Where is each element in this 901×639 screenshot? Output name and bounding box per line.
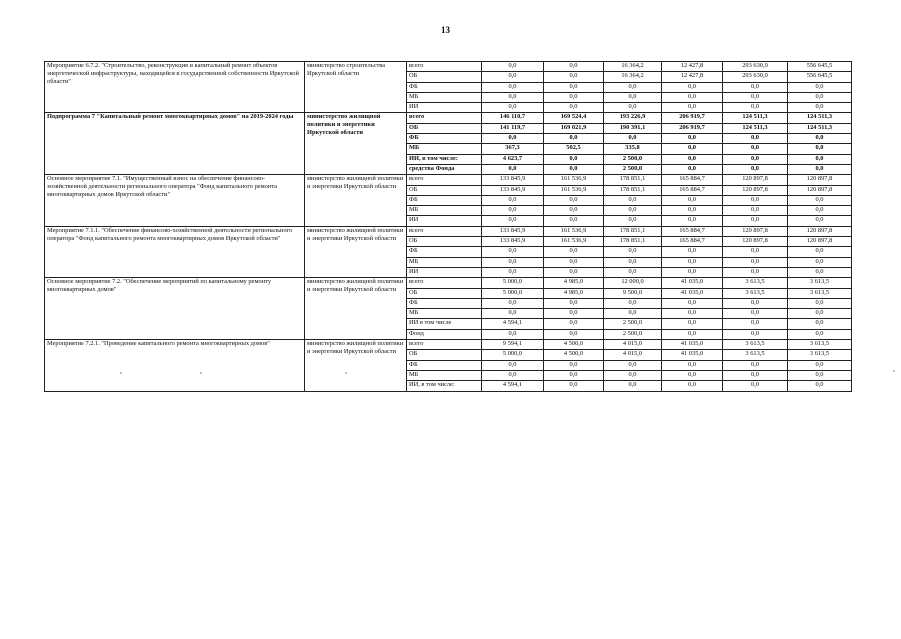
amount-cell: 161 536,9 <box>544 226 604 236</box>
amount-cell: 0,0 <box>482 216 544 226</box>
amount-cell: 2 500,0 <box>604 319 662 329</box>
funding-source: ИИ в том числе <box>407 319 482 329</box>
amount-cell: 206 919,7 <box>662 123 723 133</box>
amount-cell: 5 000,0 <box>482 350 544 360</box>
amount-cell: 0,0 <box>723 103 788 113</box>
amount-cell: 0,0 <box>544 298 604 308</box>
amount-cell: 0,0 <box>604 381 662 391</box>
amount-cell: 556 645,5 <box>788 62 852 72</box>
amount-cell: 0,0 <box>788 144 852 154</box>
funding-source: средства Фонда <box>407 164 482 174</box>
amount-cell: 0,0 <box>788 381 852 391</box>
amount-cell: 0,0 <box>544 370 604 380</box>
amount-cell: 0,0 <box>544 360 604 370</box>
amount-cell: 0,0 <box>604 247 662 257</box>
amount-cell: 146 110,7 <box>482 113 544 123</box>
amount-cell: 0,0 <box>482 309 544 319</box>
amount-cell: 0,0 <box>723 257 788 267</box>
amount-cell: 169 021,9 <box>544 123 604 133</box>
amount-cell: 3 613,5 <box>788 278 852 288</box>
amount-cell: 0,0 <box>788 309 852 319</box>
funding-source: МБ <box>407 144 482 154</box>
funding-source: ФБ <box>407 82 482 92</box>
activity-name: Основное мероприятие 7.2. "Обеспечение мероприятий по капитальному ремонту многоквартирных домов" <box>45 278 305 340</box>
amount-cell: 0,0 <box>662 309 723 319</box>
activity-name: Мероприятие 7.2.1. "Проведение капитального ремонта многоквартирных домов" <box>45 340 305 391</box>
amount-cell: 165 884,7 <box>662 185 723 195</box>
amount-cell: 133 845,9 <box>482 237 544 247</box>
amount-cell: 0,0 <box>788 103 852 113</box>
amount-cell: 0,0 <box>544 62 604 72</box>
amount-cell: 0,0 <box>662 134 723 144</box>
amount-cell: 0,0 <box>482 164 544 174</box>
amount-cell: 0,0 <box>723 195 788 205</box>
amount-cell: 0,0 <box>788 134 852 144</box>
funding-source: всего <box>407 278 482 288</box>
amount-cell: 0,0 <box>482 62 544 72</box>
amount-cell: 3 613,5 <box>788 350 852 360</box>
amount-cell: 165 884,7 <box>662 175 723 185</box>
amount-cell: 4 985,0 <box>544 278 604 288</box>
funding-source: ИИ <box>407 216 482 226</box>
amount-cell: 41 035,0 <box>662 350 723 360</box>
amount-cell: 0,0 <box>482 206 544 216</box>
amount-cell: 0,0 <box>788 247 852 257</box>
amount-cell: 120 897,8 <box>788 226 852 236</box>
amount-cell: 16 364,2 <box>604 72 662 82</box>
amount-cell: 2 500,0 <box>604 329 662 339</box>
activity-name: Основное мероприятие 7.1. "Имущественный взнос на обеспечение финансово-хозяйственной деятельности регионального оператора "Фонд капитального ремонта многоквартирных домов Иркутской области" <box>45 175 305 226</box>
amount-cell: 12 000,0 <box>604 278 662 288</box>
amount-cell: 178 851,1 <box>604 185 662 195</box>
amount-cell: 0,0 <box>662 144 723 154</box>
amount-cell: 0,0 <box>662 381 723 391</box>
amount-cell: 0,0 <box>723 206 788 216</box>
amount-cell: 0,0 <box>544 319 604 329</box>
funding-source: всего <box>407 113 482 123</box>
amount-cell: 0,0 <box>482 134 544 144</box>
amount-cell: 120 897,8 <box>723 175 788 185</box>
amount-cell: 4 594,1 <box>482 381 544 391</box>
amount-cell: 0,0 <box>482 72 544 82</box>
scan-speck <box>200 372 202 374</box>
funding-source: Фонд <box>407 329 482 339</box>
amount-cell: 0,0 <box>482 267 544 277</box>
funding-source: ОБ <box>407 237 482 247</box>
amount-cell: 206 919,7 <box>662 113 723 123</box>
table-row <box>45 340 852 350</box>
funding-source: МБ <box>407 206 482 216</box>
amount-cell: 0,0 <box>544 92 604 102</box>
amount-cell: 0,0 <box>544 82 604 92</box>
amount-cell: 41 035,0 <box>662 340 723 350</box>
amount-cell: 0,0 <box>482 329 544 339</box>
amount-cell: 178 851,1 <box>604 237 662 247</box>
amount-cell: 0,0 <box>788 319 852 329</box>
amount-cell: 0,0 <box>482 298 544 308</box>
amount-cell: 0,0 <box>544 309 604 319</box>
amount-cell: 367,3 <box>482 144 544 154</box>
amount-cell: 0,0 <box>662 103 723 113</box>
table-row <box>45 278 852 288</box>
amount-cell: 0,0 <box>604 82 662 92</box>
amount-cell: 124 511,3 <box>788 123 852 133</box>
amount-cell: 0,0 <box>544 206 604 216</box>
amount-cell: 0,0 <box>788 370 852 380</box>
table-row <box>45 175 852 185</box>
funding-source: ФБ <box>407 134 482 144</box>
amount-cell: 0,0 <box>723 360 788 370</box>
amount-cell: 0,0 <box>662 267 723 277</box>
amount-cell: 120 897,8 <box>788 237 852 247</box>
amount-cell: 0,0 <box>482 360 544 370</box>
amount-cell: 16 364,2 <box>604 62 662 72</box>
funding-source: ОБ <box>407 350 482 360</box>
amount-cell: 0,0 <box>544 195 604 205</box>
executor-name: министерство жилищной политики и энергетики Иркутской области <box>305 175 407 226</box>
amount-cell: 0,0 <box>723 247 788 257</box>
amount-cell: 5 000,0 <box>482 288 544 298</box>
amount-cell: 4 015,0 <box>604 340 662 350</box>
funding-source: ОБ <box>407 288 482 298</box>
amount-cell: 0,0 <box>604 134 662 144</box>
activity-name: Мероприятие 6.7.2. "Строительство, реконструкция и капитальный ремонт объектов энергетической инфраструктуры, находящейся в государственной собственности Иркутской области" <box>45 62 305 113</box>
amount-cell: 120 897,8 <box>788 185 852 195</box>
amount-cell: 0,0 <box>788 360 852 370</box>
amount-cell: 0,0 <box>788 257 852 267</box>
amount-cell: 0,0 <box>723 298 788 308</box>
amount-cell: 9 594,1 <box>482 340 544 350</box>
amount-cell: 124 511,3 <box>723 113 788 123</box>
amount-cell: 0,0 <box>482 92 544 102</box>
amount-cell: 169 524,4 <box>544 113 604 123</box>
amount-cell: 120 897,8 <box>723 226 788 236</box>
amount-cell: 0,0 <box>788 267 852 277</box>
amount-cell: 133 845,9 <box>482 226 544 236</box>
amount-cell: 0,0 <box>604 92 662 102</box>
funding-source: ОБ <box>407 123 482 133</box>
amount-cell: 0,0 <box>723 216 788 226</box>
amount-cell: 0,0 <box>544 134 604 144</box>
amount-cell: 0,0 <box>482 257 544 267</box>
amount-cell: 556 645,5 <box>788 72 852 82</box>
scan-speck <box>120 372 122 374</box>
amount-cell: 0,0 <box>723 370 788 380</box>
amount-cell: 0,0 <box>482 82 544 92</box>
amount-cell: 0,0 <box>723 134 788 144</box>
amount-cell: 190 391,1 <box>604 123 662 133</box>
amount-cell: 133 845,9 <box>482 175 544 185</box>
funding-source: ОБ <box>407 72 482 82</box>
amount-cell: 178 851,1 <box>604 175 662 185</box>
amount-cell: 0,0 <box>604 360 662 370</box>
amount-cell: 0,0 <box>723 309 788 319</box>
amount-cell: 0,0 <box>544 247 604 257</box>
funding-source: ФБ <box>407 247 482 257</box>
amount-cell: 0,0 <box>604 370 662 380</box>
amount-cell: 161 536,9 <box>544 185 604 195</box>
amount-cell: 161 536,9 <box>544 237 604 247</box>
amount-cell: 0,0 <box>604 195 662 205</box>
amount-cell: 0,0 <box>662 257 723 267</box>
amount-cell: 2 500,0 <box>604 164 662 174</box>
amount-cell: 0,0 <box>544 381 604 391</box>
amount-cell: 41 035,0 <box>662 278 723 288</box>
amount-cell: 0,0 <box>604 257 662 267</box>
executor-name: министерство жилищной политики и энергетики Иркутской области <box>305 340 407 391</box>
amount-cell: 41 035,0 <box>662 288 723 298</box>
amount-cell: 0,0 <box>788 329 852 339</box>
amount-cell: 0,0 <box>723 144 788 154</box>
amount-cell: 0,0 <box>788 298 852 308</box>
amount-cell: 120 897,8 <box>723 237 788 247</box>
amount-cell: 120 897,8 <box>788 175 852 185</box>
amount-cell: 0,0 <box>604 103 662 113</box>
amount-cell: 0,0 <box>604 206 662 216</box>
amount-cell: 4 623,7 <box>482 154 544 164</box>
amount-cell: 0,0 <box>788 164 852 174</box>
amount-cell: 502,5 <box>544 144 604 154</box>
amount-cell: 0,0 <box>788 216 852 226</box>
amount-cell: 165 884,7 <box>662 237 723 247</box>
amount-cell: 12 427,8 <box>662 72 723 82</box>
funding-source: МБ <box>407 370 482 380</box>
amount-cell: 0,0 <box>482 370 544 380</box>
amount-cell: 12 427,8 <box>662 62 723 72</box>
table-row <box>45 226 852 236</box>
amount-cell: 161 536,9 <box>544 175 604 185</box>
amount-cell: 0,0 <box>662 206 723 216</box>
funding-source: всего <box>407 62 482 72</box>
amount-cell: 293 630,0 <box>723 72 788 82</box>
amount-cell: 0,0 <box>662 247 723 257</box>
amount-cell: 0,0 <box>544 267 604 277</box>
table-row <box>45 113 852 123</box>
amount-cell: 124 511,3 <box>723 123 788 133</box>
amount-cell: 0,0 <box>723 267 788 277</box>
amount-cell: 0,0 <box>723 164 788 174</box>
funding-source: ФБ <box>407 298 482 308</box>
amount-cell: 0,0 <box>544 257 604 267</box>
amount-cell: 193 226,9 <box>604 113 662 123</box>
scan-speck <box>345 372 347 374</box>
amount-cell: 4 985,0 <box>544 288 604 298</box>
amount-cell: 178 851,1 <box>604 226 662 236</box>
amount-cell: 0,0 <box>662 154 723 164</box>
amount-cell: 0,0 <box>662 82 723 92</box>
amount-cell: 3 613,5 <box>788 288 852 298</box>
amount-cell: 0,0 <box>662 298 723 308</box>
funding-source: ИИ, в том числе: <box>407 381 482 391</box>
amount-cell: 0,0 <box>662 370 723 380</box>
funding-source: ФБ <box>407 195 482 205</box>
amount-cell: 4 500,0 <box>544 350 604 360</box>
amount-cell: 0,0 <box>788 82 852 92</box>
table-row <box>45 62 852 72</box>
amount-cell: 3 613,5 <box>723 288 788 298</box>
activity-name: Подпрограмма 7 "Капитальный ремонт многоквартирных домов" на 2019-2024 годы <box>45 113 305 175</box>
executor-name: министерство жилищной политики и энергетики Иркутской области <box>305 278 407 340</box>
amount-cell: 0,0 <box>544 164 604 174</box>
amount-cell: 165 884,7 <box>662 226 723 236</box>
funding-source: ОБ <box>407 185 482 195</box>
amount-cell: 2 500,0 <box>604 154 662 164</box>
amount-cell: 0,0 <box>788 206 852 216</box>
amount-cell: 0,0 <box>482 195 544 205</box>
amount-cell: 0,0 <box>723 319 788 329</box>
funding-source: МБ <box>407 257 482 267</box>
amount-cell: 4 500,0 <box>544 340 604 350</box>
funding-source: всего <box>407 340 482 350</box>
amount-cell: 141 119,7 <box>482 123 544 133</box>
amount-cell: 0,0 <box>788 195 852 205</box>
amount-cell: 0,0 <box>482 103 544 113</box>
amount-cell: 0,0 <box>723 381 788 391</box>
amount-cell: 0,0 <box>723 329 788 339</box>
budget-table <box>44 61 852 392</box>
funding-source: всего <box>407 226 482 236</box>
amount-cell: 0,0 <box>662 329 723 339</box>
funding-source: ИИ <box>407 103 482 113</box>
amount-cell: 5 000,0 <box>482 278 544 288</box>
amount-cell: 9 500,0 <box>604 288 662 298</box>
amount-cell: 0,0 <box>723 154 788 164</box>
amount-cell: 0,0 <box>604 267 662 277</box>
funding-source: ИИ <box>407 267 482 277</box>
amount-cell: 3 613,5 <box>723 340 788 350</box>
page-number: 13 <box>441 25 450 35</box>
amount-cell: 0,0 <box>723 92 788 102</box>
amount-cell: 0,0 <box>544 103 604 113</box>
funding-source: ИИ, в том числе: <box>407 154 482 164</box>
amount-cell: 0,0 <box>723 82 788 92</box>
amount-cell: 4 594,1 <box>482 319 544 329</box>
amount-cell: 0,0 <box>604 298 662 308</box>
amount-cell: 293 630,0 <box>723 62 788 72</box>
amount-cell: 3 613,5 <box>788 340 852 350</box>
executor-name: министерство жилищной политики и энергетики Иркутской области <box>305 113 407 175</box>
amount-cell: 0,0 <box>662 92 723 102</box>
amount-cell: 0,0 <box>482 247 544 257</box>
amount-cell: 0,0 <box>544 329 604 339</box>
amount-cell: 0,0 <box>662 216 723 226</box>
amount-cell: 0,0 <box>662 360 723 370</box>
amount-cell: 0,0 <box>662 319 723 329</box>
funding-source: МБ <box>407 309 482 319</box>
amount-cell: 0,0 <box>788 92 852 102</box>
amount-cell: 0,0 <box>544 72 604 82</box>
amount-cell: 0,0 <box>604 216 662 226</box>
amount-cell: 133 845,9 <box>482 185 544 195</box>
activity-name: Мероприятие 7.1.1. "Обеспечение финансово-хозяйственной деятельности регионального оператора "Фонд капитального ремонта многоквартирных домов Иркутской области" <box>45 226 305 277</box>
executor-name: министерство жилищной политики и энергетики Иркутской области <box>305 226 407 277</box>
amount-cell: 3 613,5 <box>723 350 788 360</box>
amount-cell: 3 613,5 <box>723 278 788 288</box>
scan-speck <box>893 370 895 372</box>
funding-source: всего <box>407 175 482 185</box>
amount-cell: 120 897,8 <box>723 185 788 195</box>
amount-cell: 4 015,0 <box>604 350 662 360</box>
amount-cell: 0,0 <box>544 216 604 226</box>
amount-cell: 124 511,3 <box>788 113 852 123</box>
amount-cell: 335,8 <box>604 144 662 154</box>
amount-cell: 0,0 <box>544 154 604 164</box>
amount-cell: 0,0 <box>662 195 723 205</box>
amount-cell: 0,0 <box>604 309 662 319</box>
funding-source: МБ <box>407 92 482 102</box>
funding-source: ФБ <box>407 360 482 370</box>
executor-name: министерство строительства Иркутской области <box>305 62 407 113</box>
amount-cell: 0,0 <box>788 154 852 164</box>
amount-cell: 0,0 <box>662 164 723 174</box>
